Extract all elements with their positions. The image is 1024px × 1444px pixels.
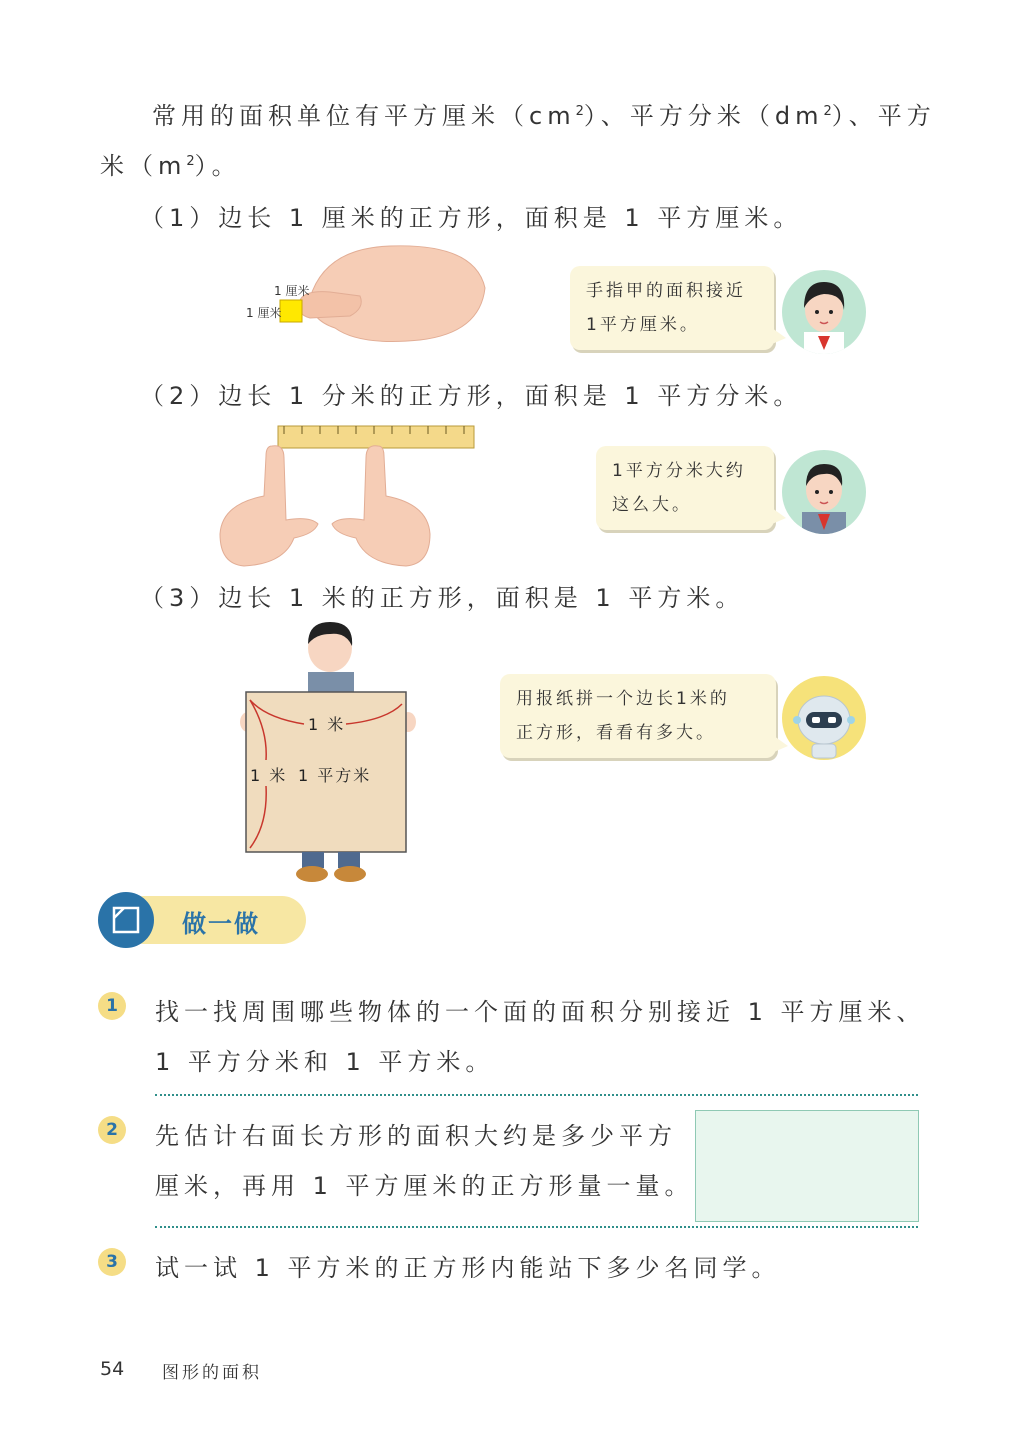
exercise-2-line-2: 厘米，再用 1 平方厘米的正方形量一量。 <box>155 1172 694 1200</box>
heading-3: （3）边长 1 米的正方形，面积是 1 平方米。 <box>140 584 745 612</box>
girl-avatar <box>782 270 866 354</box>
section-header <box>98 892 308 948</box>
label-1m-top: 1 米 <box>308 715 346 734</box>
intro-line-1: 常用的面积单位有平方厘米$(cm^2)$、平方分米$(dm^2)$、平方 <box>152 102 936 130</box>
label-1cm-top: 1 厘米 <box>274 284 310 298</box>
divider-2 <box>155 1226 918 1228</box>
hands-ruler-illustration <box>214 424 476 568</box>
heading-1: （1）边长 1 厘米的正方形，面积是 1 平方厘米。 <box>140 204 803 232</box>
section-icon <box>98 892 154 948</box>
boy-avatar <box>782 450 866 534</box>
bubble-1-line-2: 1平方厘米。 <box>586 315 700 335</box>
exercise-3-badge: 3 <box>98 1248 126 1276</box>
bubble-1-line-1: 手指甲的面积接近 <box>586 281 746 301</box>
robot-avatar <box>782 676 866 760</box>
heading-2: （2）边长 1 分米的正方形，面积是 1 平方分米。 <box>140 382 803 410</box>
exercise-1-line-1: 找一找周围哪些物体的一个面的面积分别接近 1 平方厘米、 <box>155 998 926 1026</box>
exercise-2-badge: 2 <box>98 1116 126 1144</box>
exercise-1-badge: 1 <box>98 992 126 1020</box>
bubble-2-line-2: 这么大。 <box>612 495 692 515</box>
speech-bubble-1 <box>570 266 774 350</box>
measure-rectangle <box>695 1110 919 1222</box>
bubble-3-line-2: 正方形，看看有多大。 <box>516 723 716 743</box>
bubble-3-line-1: 用报纸拼一个边长1米的 <box>516 689 730 709</box>
intro-line-2: 米$(m^2)$。 <box>100 152 241 180</box>
chapter-title: 图形的面积 <box>162 1363 262 1383</box>
speech-bubble-2 <box>596 446 774 530</box>
label-1cm-left: 1 厘米 <box>246 306 282 320</box>
fingernail-illustration <box>240 238 490 348</box>
divider-1 <box>155 1094 918 1096</box>
bubble-2-line-1: 1平方分米大约 <box>612 461 746 481</box>
label-1-square-meter: 1 平方米 <box>298 766 372 785</box>
section-title: 做一做 <box>182 910 260 938</box>
speech-bubble-3 <box>500 674 776 758</box>
exercise-2-line-1: 先估计右面长方形的面积大约是多少平方 <box>155 1122 677 1150</box>
exercise-3-line-1: 试一试 1 平方米的正方形内能站下多少名同学。 <box>155 1254 781 1282</box>
page-number: 54 <box>100 1358 125 1380</box>
label-1m-left: 1 米 <box>250 766 288 785</box>
boy-holding-square-illustration <box>236 620 420 886</box>
exercise-1-line-2: 1 平方分米和 1 平方米。 <box>155 1048 495 1076</box>
